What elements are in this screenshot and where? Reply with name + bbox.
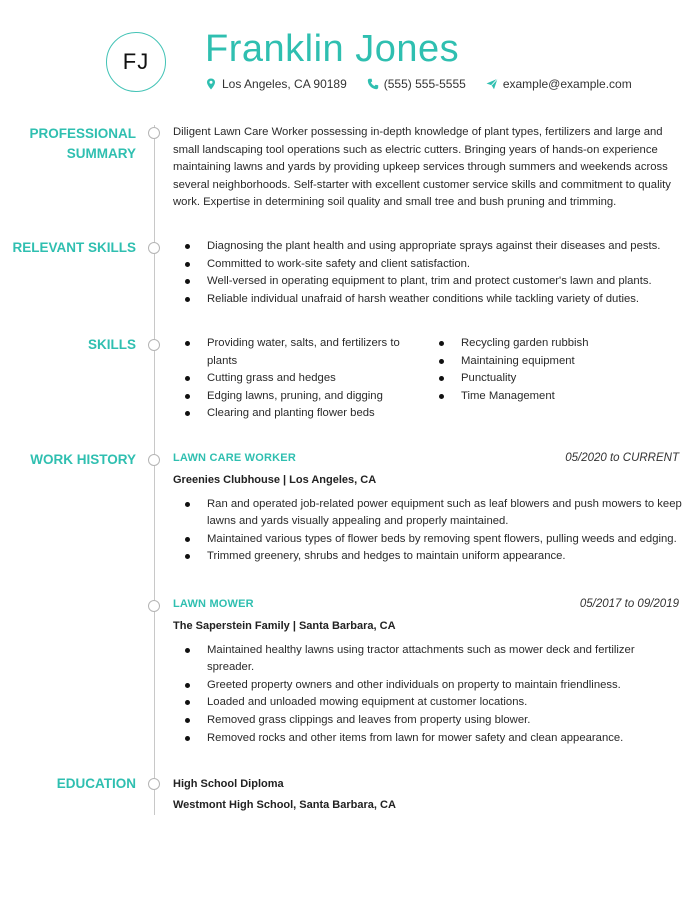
- list-item: Reliable individual unafraid of harsh weather conditions while tackling variety of duties.: [173, 291, 683, 309]
- education-school: Westmont High School, Santa Barbara, CA: [173, 799, 396, 811]
- skills-list-right: [427, 335, 681, 423]
- list-item: Recycling garden rubbish: [427, 335, 681, 353]
- list-item: Providing water, salts, and fertilizers to plants: [173, 335, 427, 370]
- contact-location: [205, 77, 347, 91]
- list-item: Greeted property owners and other individuals on property to maintain friendliness.: [173, 677, 683, 695]
- contact-phone: [367, 77, 466, 91]
- education-degree: High School Diploma: [173, 778, 284, 790]
- job-employer: The Saperstein Family | Santa Barbara, CA: [173, 620, 396, 632]
- email-text[interactable]: example@example.com: [502, 77, 632, 91]
- location-pin-icon: [205, 78, 217, 90]
- contact-info: [205, 77, 652, 91]
- job-bullets: [173, 496, 683, 566]
- timeline-dot: [148, 778, 160, 790]
- list-item: Diagnosing the plant health and using appropriate sprays against their diseases and pests.: [173, 238, 683, 256]
- list-item: Well-versed in operating equipment to plant, trim and protect customer's lawn and plants.: [173, 273, 683, 291]
- timeline-dot: [148, 242, 160, 254]
- monogram-badge: FJ: [106, 32, 166, 92]
- job-title: LAWN MOWER: [173, 598, 254, 610]
- timeline-dot: [148, 127, 160, 139]
- job-title: LAWN CARE WORKER: [173, 452, 296, 464]
- list-item: Maintaining equipment: [427, 353, 681, 371]
- education-entry: [173, 774, 683, 816]
- list-item: Committed to work-site safety and client satisfaction.: [173, 256, 683, 274]
- skills-list-left: [173, 335, 427, 423]
- job-header: [173, 596, 683, 618]
- job-dates: 05/2017 to 09/2019: [579, 598, 679, 610]
- list-item: Ran and operated job-related power equipment such as leaf blowers and push mowers to keep lawns and yards visually appealing and properly maintained.: [173, 496, 683, 531]
- summary-text: Diligent Lawn Care Worker possessing in-depth knowledge of plant types, fertilizers and large and small landscaping tool operations such as electric cutters. Bringing years of hands-on experience maintaining lawns and yards by providing upkeep services through summers and weekends across several neighborhoods. Self-starter with excellent customer service skills and commitment to quality work. Expertise in determining soil quality and small tree and bush pruning and trimming.: [173, 126, 671, 209]
- job-bullets: [173, 642, 683, 748]
- relevant-skills-list: [173, 238, 683, 308]
- list-item: Removed grass clippings and leaves from property using blower.: [173, 712, 683, 730]
- section-title: WORK HISTORY: [30, 452, 136, 467]
- list-item: Clearing and planting flower beds: [173, 405, 427, 423]
- section-title: RELEVANT SKILLS: [12, 240, 136, 255]
- location-text: Los Angeles, CA 90189: [222, 77, 347, 91]
- timeline-dot: [148, 339, 160, 351]
- paper-plane-icon: [486, 78, 498, 90]
- section-title-line: PROFESSIONAL: [29, 126, 136, 141]
- job-entry: [173, 450, 683, 566]
- contact-email: [486, 77, 632, 91]
- timeline-line: [154, 125, 155, 815]
- list-item: Maintained various types of flower beds by removing spent flowers, pulling weeds and edging.: [173, 531, 683, 549]
- job-dates: 05/2020 to CURRENT: [565, 452, 679, 464]
- resume-header: [0, 0, 700, 110]
- list-item: Removed rocks and other items from lawn for mower safety and clean appearance.: [173, 730, 683, 748]
- section-title: SKILLS: [87, 337, 136, 352]
- job-header: [173, 450, 683, 472]
- list-item: Edging lawns, pruning, and digging: [173, 388, 427, 406]
- timeline-dot: [148, 454, 160, 466]
- list-item: Cutting grass and hedges: [173, 370, 427, 388]
- phone-icon: [367, 78, 379, 90]
- section-title: EDUCATION: [56, 776, 136, 791]
- section-title: [6, 124, 136, 164]
- section-title-line: SUMMARY: [66, 146, 136, 161]
- relevant-skills-list-wrap: [173, 238, 683, 308]
- timeline-dot: [148, 600, 160, 612]
- candidate-name: Franklin Jones: [205, 28, 460, 70]
- list-item: Time Management: [427, 388, 681, 406]
- phone-text: (555) 555-5555: [383, 77, 466, 91]
- list-item: Punctuality: [427, 370, 681, 388]
- list-item: Trimmed greenery, shrubs and hedges to maintain uniform appearance.: [173, 548, 683, 566]
- skills-columns: [173, 335, 683, 423]
- list-item: Loaded and unloaded mowing equipment at customer locations.: [173, 694, 683, 712]
- list-item: Maintained healthy lawns using tractor attachments such as mower deck and fertilizer spreader.: [173, 642, 683, 677]
- job-employer: Greenies Clubhouse | Los Angeles, CA: [173, 474, 377, 486]
- job-entry: [173, 596, 683, 747]
